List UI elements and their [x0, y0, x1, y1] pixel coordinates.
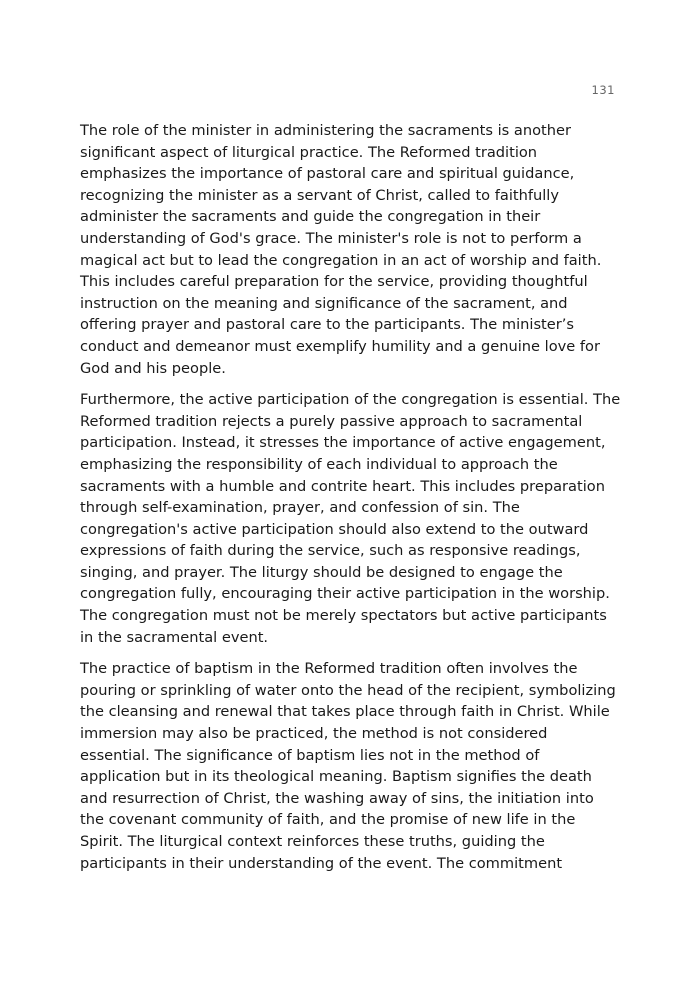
paragraph-minister-role: The role of the minister in administering the sacraments is another significant aspect of liturgical practice. The Reformed tradition emphasizes the importance of pastoral care and spiritual guidance, recognizing the minister as a servant of Christ, called to faithfully administer the sacraments and guide the congregation in their understanding of God's grace. The minister's role is not to perform a magical act but to lead the congregation in an act of worship and faith. This includes careful preparation for the service, providing thoughtful instruction on the meaning and significance of the sacrament, and offering prayer and pastoral care to the participants. The minister’s conduct and demeanor must exemplify humility and a genuine love for God and his people.: [80, 122, 602, 377]
page-number: 131: [591, 83, 615, 97]
paragraph-congregation-participation: Furthermore, the active participation of the congregation is essential. The Reformed tradition rejects a purely passive approach to sacramental participation. Instead, it stresses the importance of active engagement, emphasizing the responsibility of each individual to approach the sacraments with a humble and contrite heart. This includes preparation through self-examination, prayer, and confession of sin. The congregation's active participation should also extend to the outward expressions of faith during the service, such as responsive readings, singing, and prayer. The liturgy should be designed to engage the congregation fully, encouraging their active participation in the worship. The congregation must not be merely spectators but active participants in the sacramental event.: [80, 391, 621, 646]
text-block: [80, 120, 621, 874]
paragraph-baptism-practice: The practice of baptism in the Reformed tradition often involves the pouring or sprinkling of water onto the head of the recipient, symbolizing the cleansing and renewal that takes place through faith in Christ. While immersion may also be practiced, the method is not considered essential. The significance of baptism lies not in the method of application but in its theological meaning. Baptism signifies the death and resurrection of Christ, the washing away of sins, the initiation into the covenant community of faith, and the promise of new life in the Spirit. The liturgical context reinforces these truths, guiding the participants in their understanding of the event. The commitment: [80, 660, 616, 872]
